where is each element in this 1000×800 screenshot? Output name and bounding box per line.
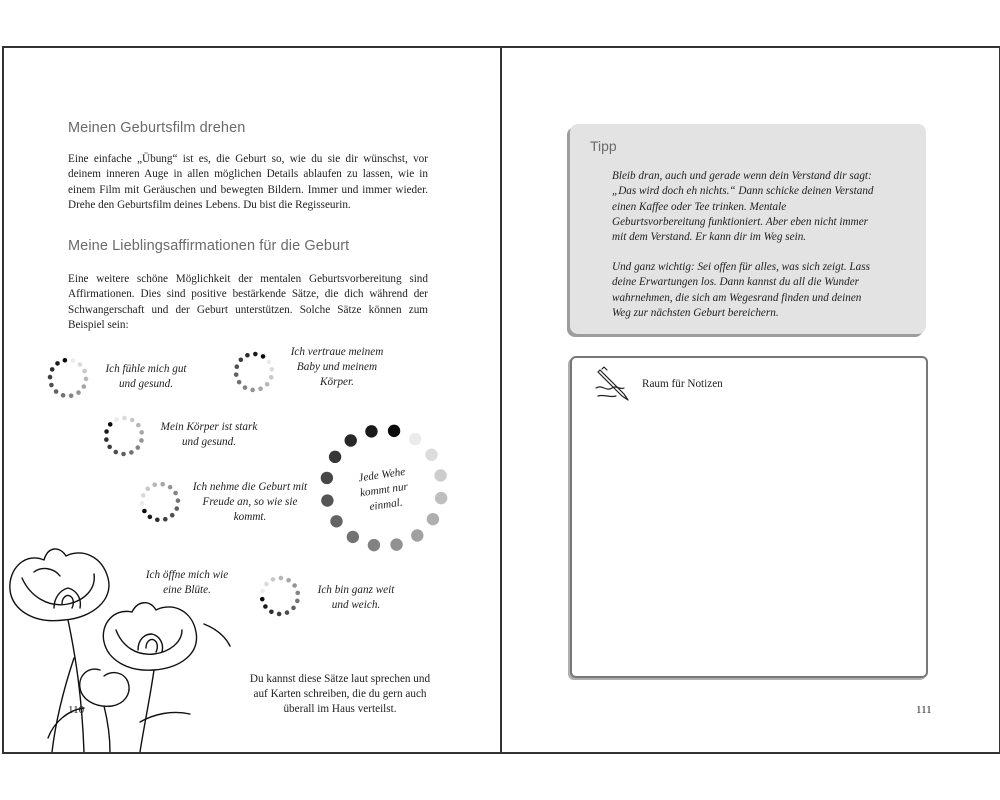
affirmation-7: Ich bin ganz weit und weich. bbox=[317, 584, 395, 611]
dot-circle-5 bbox=[136, 478, 184, 526]
heading-geburtsfilm: Meinen Geburtsfilm drehen bbox=[68, 120, 246, 136]
tipp-title: Tipp bbox=[590, 138, 617, 154]
ring-dot bbox=[345, 434, 357, 446]
ring-dot bbox=[261, 354, 266, 359]
heading-affirmationen: Meine Lieblingsaffirmationen für die Geburt bbox=[68, 238, 350, 254]
ring-dot bbox=[388, 425, 400, 437]
ring-dot bbox=[234, 372, 239, 377]
dot-circle-2 bbox=[230, 348, 278, 396]
ring-dot bbox=[113, 450, 118, 455]
ring-dot bbox=[365, 425, 377, 437]
ring-dot bbox=[78, 362, 83, 367]
ring-dot bbox=[237, 380, 242, 385]
ring-dot bbox=[76, 390, 81, 395]
page-number-left: 110 bbox=[68, 704, 85, 716]
ring-dot bbox=[54, 389, 59, 394]
ring-dot bbox=[84, 377, 89, 382]
ring-dot bbox=[425, 449, 437, 461]
ring-dot bbox=[152, 483, 157, 488]
ring-dot bbox=[140, 501, 145, 506]
ring-dot bbox=[235, 364, 240, 369]
ring-dot bbox=[136, 423, 141, 428]
paragraph-affirmationen: Eine weitere schöne Möglichkeit der mentalen Geburtsvorbereitung sind Affirmationen. Dies sind positive bestärkende Sätze, die dich während der Schwangerschaft und der Geburt unterstützen. Solche Sätze können zum Beispiel sein: bbox=[68, 273, 428, 331]
ring-dot bbox=[121, 452, 126, 457]
ring-dot bbox=[139, 438, 144, 443]
right-page bbox=[502, 48, 996, 750]
ring-dot bbox=[104, 429, 109, 434]
ring-dot bbox=[279, 576, 284, 581]
affirmation-4: Jede Wehe kommt nur einmal. bbox=[357, 465, 409, 514]
affirmation-1: Ich fühle mich gut und gesund. bbox=[105, 363, 187, 390]
ring-dot bbox=[139, 430, 144, 435]
dot-circle-7 bbox=[256, 572, 304, 620]
ring-dot bbox=[265, 382, 270, 387]
ring-dot bbox=[82, 369, 87, 374]
ring-dot bbox=[321, 472, 333, 484]
ring-dot bbox=[50, 367, 55, 372]
ring-dot bbox=[160, 482, 165, 487]
ring-dot bbox=[55, 361, 60, 366]
ring-dot bbox=[108, 422, 113, 427]
ring-dot bbox=[122, 416, 127, 421]
ring-dot bbox=[269, 375, 274, 380]
ring-dot bbox=[173, 491, 178, 496]
ring-dot bbox=[145, 487, 150, 492]
ring-dot bbox=[263, 604, 268, 609]
poppy-flowers-illustration bbox=[4, 538, 234, 752]
tipp-box bbox=[570, 124, 926, 334]
ring-dot bbox=[141, 493, 146, 498]
affirmation-2: Ich vertraue meinem Baby und meinem Körper. bbox=[290, 346, 384, 388]
ring-dot bbox=[107, 445, 112, 450]
tipp-text-1: Bleib dran, auch und gerade wenn dein Verstand dir sagt: „Das wird doch eh nichts.“ Dann schicke deinen Verstand einen Kaffee oder Tee trinken. Mentale Geburtsvorbereitung funktioniert. Aber eben nicht immer mit dem Verstand. Er kann dir im Weg sein. bbox=[612, 170, 874, 244]
ring-dot bbox=[239, 357, 244, 362]
ring-dot bbox=[292, 583, 297, 588]
ring-dot bbox=[49, 383, 54, 388]
ring-dot bbox=[285, 610, 290, 615]
ring-dot bbox=[295, 599, 300, 604]
ring-dot bbox=[434, 469, 446, 481]
ring-dot bbox=[368, 539, 380, 551]
ring-dot bbox=[104, 437, 109, 442]
ring-dot bbox=[245, 353, 250, 358]
ring-dot bbox=[409, 433, 421, 445]
ring-dot bbox=[390, 538, 402, 550]
ring-dot bbox=[135, 445, 140, 450]
ring-dot bbox=[267, 360, 272, 365]
ring-dot bbox=[295, 591, 300, 596]
dot-circle-3 bbox=[100, 412, 148, 460]
affirmation-3: Mein Körper ist stark und gesund. bbox=[160, 421, 258, 448]
ring-dot bbox=[71, 358, 76, 363]
ring-dot bbox=[48, 375, 53, 380]
ring-dot bbox=[114, 417, 119, 422]
ring-dot bbox=[61, 393, 66, 398]
left-page bbox=[4, 48, 500, 750]
ring-dot bbox=[155, 518, 160, 523]
ring-dot bbox=[250, 388, 255, 393]
page-number-right: 111 bbox=[916, 704, 932, 716]
ring-dot bbox=[321, 494, 333, 506]
ring-dot bbox=[163, 517, 168, 522]
ring-dot bbox=[260, 589, 265, 594]
ring-dot bbox=[286, 578, 291, 583]
ring-dot bbox=[277, 612, 282, 617]
ring-dot bbox=[129, 450, 134, 455]
ring-dot bbox=[260, 597, 265, 602]
ring-dot bbox=[63, 358, 68, 363]
ring-dot bbox=[329, 451, 341, 463]
ring-dot bbox=[142, 509, 147, 514]
ring-dot bbox=[243, 385, 248, 390]
ring-dot bbox=[347, 531, 359, 543]
notes-box[interactable] bbox=[570, 356, 928, 678]
ring-dot bbox=[148, 515, 153, 520]
ring-dot bbox=[271, 577, 276, 582]
affirmation-5: Ich nehme die Geburt mit Freude an, so wie sie kommt. bbox=[192, 481, 308, 523]
paragraph-geburtsfilm: Eine einfache „Übung“ ist es, die Geburt so, wie du sie dir wünschst, vor deinem inneren Auge in allen möglichen Details ablaufen zu lassen, wie in einem Film mit Geräuschen und bewegten Bildern. Immer und immer wieder. Drehe den Geburtsfilm deines Lebens. Du bist die Regisseurin. bbox=[68, 153, 428, 211]
ring-dot bbox=[170, 513, 175, 518]
tipp-text-2: Und ganz wichtig: Sei offen für alles, was sich zeigt. Lass deine Erwartungen los. Dann kannst du all die Wunder wahrnehmen, die sich am Wegesrand finden und deinen Weg zur nächsten Geburt bereichern. bbox=[612, 261, 870, 319]
ring-dot bbox=[168, 485, 173, 490]
ring-dot bbox=[427, 513, 439, 525]
ring-dot bbox=[253, 352, 258, 357]
ring-dot bbox=[411, 529, 423, 541]
ring-dot bbox=[174, 506, 179, 511]
closing-paragraph: Du kannst diese Sätze laut sprechen und auf Karten schreiben, die du gern auch überall im Haus verteilst. bbox=[249, 673, 431, 715]
ring-dot bbox=[258, 386, 263, 391]
dot-circle-1 bbox=[44, 354, 92, 402]
ring-dot bbox=[330, 515, 342, 527]
notes-label: Raum für Notizen bbox=[642, 378, 723, 390]
ring-dot bbox=[269, 610, 274, 615]
affirmation-6: Ich öffne mich wie eine Blüte. bbox=[145, 569, 229, 596]
ring-dot bbox=[270, 367, 275, 372]
pen-writing-icon bbox=[594, 366, 634, 402]
ring-dot bbox=[82, 384, 87, 389]
ring-dot bbox=[264, 582, 269, 587]
ring-dot bbox=[69, 393, 74, 398]
ring-dot bbox=[176, 498, 181, 503]
ring-dot bbox=[291, 606, 296, 611]
ring-dot bbox=[435, 492, 447, 504]
ring-dot bbox=[130, 418, 135, 423]
